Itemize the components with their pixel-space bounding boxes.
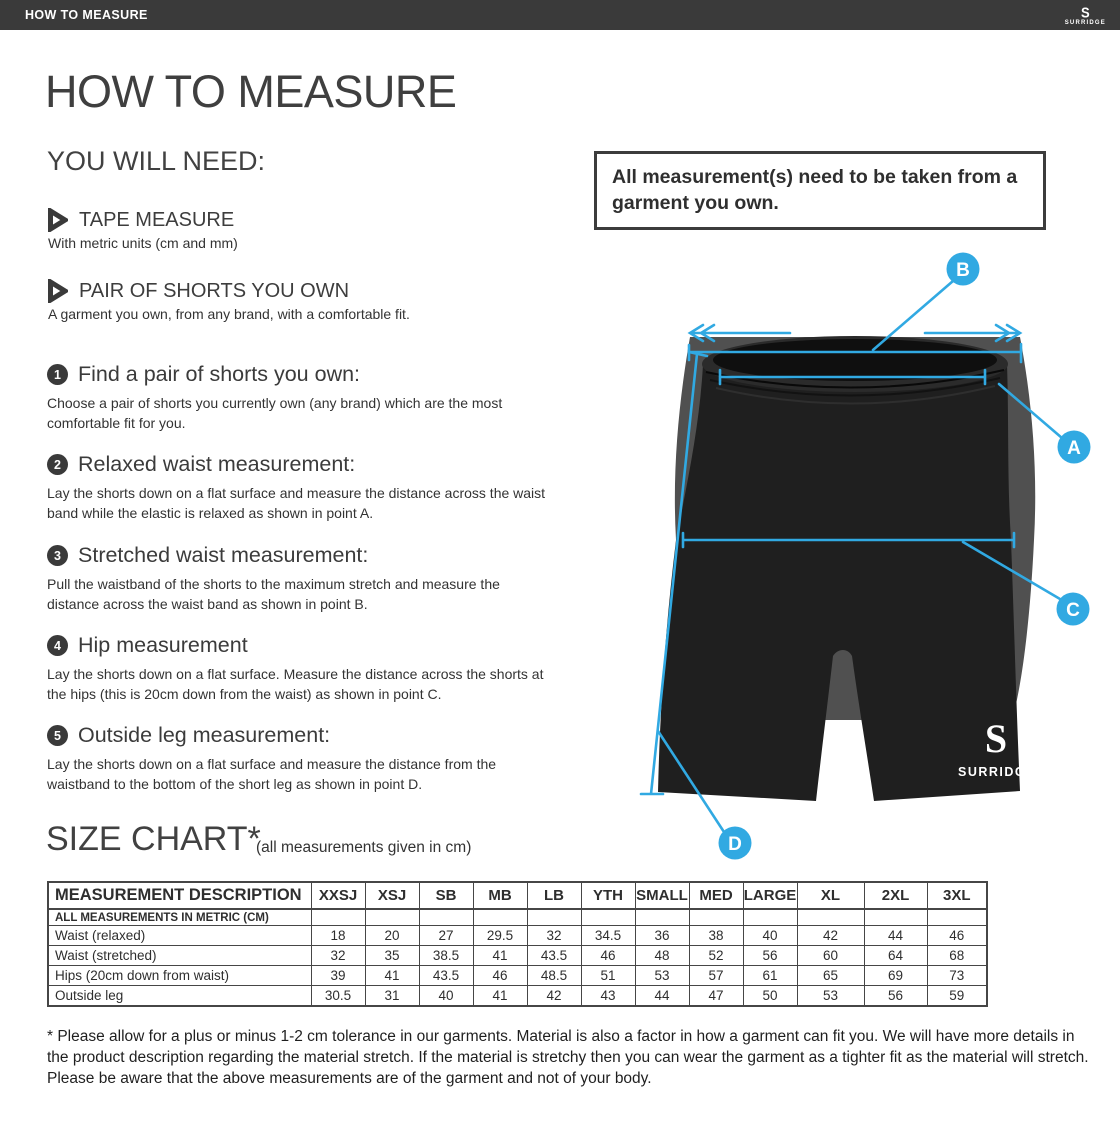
size-chart-value-cell: 18 [311, 926, 365, 946]
size-chart-note: (all measurements given in cm) [256, 839, 472, 856]
need-item-title-row [47, 279, 567, 303]
size-chart-header-size: 3XL [927, 882, 987, 909]
need-item-title: TAPE MEASURE [79, 208, 235, 231]
size-chart-header-size: 2XL [864, 882, 927, 909]
size-chart-value-cell: 73 [927, 966, 987, 986]
size-chart-metric-label: ALL MEASUREMENTS IN METRIC (CM) [48, 909, 311, 926]
size-chart-empty-cell [635, 909, 689, 926]
size-chart-value-cell: 41 [473, 986, 527, 1007]
size-chart-value-cell: 42 [797, 926, 864, 946]
top-bar [0, 0, 1120, 30]
step-number-badge: 1 [47, 364, 68, 385]
step-number-badge: 3 [47, 545, 68, 566]
size-chart-data-row [48, 986, 987, 1007]
triangle-bullet-icon [47, 279, 68, 303]
size-chart-value-cell: 53 [635, 966, 689, 986]
size-chart-value-cell: 57 [689, 966, 743, 986]
size-chart-header-size: LB [527, 882, 581, 909]
size-chart-data-row [48, 966, 987, 986]
size-chart-empty-cell [473, 909, 527, 926]
size-chart-data-row [48, 926, 987, 946]
size-chart-value-cell: 20 [365, 926, 419, 946]
step-5 [47, 723, 552, 795]
size-chart-header-size: SB [419, 882, 473, 909]
step-2 [47, 452, 552, 524]
size-chart-row-label: Waist (relaxed) [48, 926, 311, 946]
step-heading [47, 543, 552, 568]
step-heading [47, 723, 552, 748]
size-chart-value-cell: 46 [927, 926, 987, 946]
size-chart-value-cell: 56 [864, 986, 927, 1007]
size-chart-table [47, 881, 988, 1007]
step-3 [47, 543, 552, 615]
garment-logo-monogram: S [984, 716, 1008, 761]
size-chart-value-cell: 65 [797, 966, 864, 986]
size-chart-header-size: LARGE [743, 882, 797, 909]
size-chart-header-size: SMALL [635, 882, 689, 909]
size-chart-data-row [48, 946, 987, 966]
size-chart-empty-cell [365, 909, 419, 926]
brand-monogram-icon: S [1081, 3, 1090, 21]
size-chart-empty-cell [527, 909, 581, 926]
size-chart-value-cell: 42 [527, 986, 581, 1007]
step-title: Relaxed waist measurement: [78, 452, 356, 476]
size-chart-value-cell: 38 [689, 926, 743, 946]
size-chart-value-cell: 31 [365, 986, 419, 1007]
point-label-c: C [1066, 600, 1080, 621]
step-heading [47, 362, 552, 387]
size-chart-value-cell: 29.5 [473, 926, 527, 946]
size-chart-header-size: XXSJ [311, 882, 365, 909]
size-chart-value-cell: 52 [689, 946, 743, 966]
size-chart-value-cell: 43 [581, 986, 635, 1007]
size-chart-value-cell: 60 [797, 946, 864, 966]
size-chart-value-cell: 39 [311, 966, 365, 986]
size-chart-value-cell: 56 [743, 946, 797, 966]
size-chart-header-size: MED [689, 882, 743, 909]
step-title: Outside leg measurement: [78, 723, 331, 747]
size-chart-value-cell: 69 [864, 966, 927, 986]
step-description: Lay the shorts down on a flat surface. Measure the distance across the shorts at the hips (this is 20cm down from the waist) as shown in point C. [47, 666, 544, 703]
size-chart-value-cell: 40 [743, 926, 797, 946]
garment-logo-wordmark: SURRIDGE [958, 765, 1036, 779]
step-4 [47, 633, 552, 705]
size-chart-empty-cell [927, 909, 987, 926]
size-chart-header-row [48, 882, 987, 909]
size-chart-value-cell: 51 [581, 966, 635, 986]
size-chart-value-cell: 53 [797, 986, 864, 1007]
size-chart-value-cell: 32 [527, 926, 581, 946]
size-chart-empty-cell [797, 909, 864, 926]
point-label-d: D [728, 834, 742, 855]
size-chart-value-cell: 43.5 [419, 966, 473, 986]
size-chart-value-cell: 50 [743, 986, 797, 1007]
size-chart-empty-cell [311, 909, 365, 926]
size-chart-value-cell: 48 [635, 946, 689, 966]
step-number-badge: 5 [47, 725, 68, 746]
you-will-need-heading: YOU WILL NEED: [47, 146, 266, 176]
size-chart-value-cell: 46 [473, 966, 527, 986]
size-chart-value-cell: 61 [743, 966, 797, 986]
size-chart-empty-cell [419, 909, 473, 926]
step-title: Hip measurement [78, 633, 248, 657]
disclaimer-text: * Please allow for a plus or minus 1-2 cm tolerance in our garments. Material is also a factor in how a garment can fit you. We will have more details in the product description regarding the material stretch. If the material is stretchy then you can wear the garment as a tighter fit as the material will stretch. Please be aware that the above measurements are of the garment and not of your body. [47, 1028, 1089, 1087]
size-chart-value-cell: 44 [864, 926, 927, 946]
size-chart-value-cell: 44 [635, 986, 689, 1007]
size-chart-value-cell: 38.5 [419, 946, 473, 966]
step-number-badge: 2 [47, 454, 68, 475]
size-chart-value-cell: 32 [311, 946, 365, 966]
size-chart-value-cell: 46 [581, 946, 635, 966]
brand-logo [1064, 3, 1106, 26]
size-chart-header-description: MEASUREMENT DESCRIPTION [48, 882, 311, 909]
size-chart-value-cell: 35 [365, 946, 419, 966]
step-title: Stretched waist measurement: [78, 543, 369, 567]
size-chart-value-cell: 68 [927, 946, 987, 966]
step-description: Choose a pair of shorts you currently own (any brand) which are the most comfortable fit for you. [47, 395, 503, 432]
shorts-front-body [658, 364, 1020, 801]
brand-wordmark: SURRIDGE [1064, 19, 1106, 26]
need-item-shorts [47, 279, 567, 322]
point-label-b: B [956, 260, 970, 281]
need-item-description: A garment you own, from any brand, with a comfortable fit. [48, 306, 410, 322]
size-chart-row-label: Outside leg [48, 986, 311, 1007]
size-chart-header-size: XL [797, 882, 864, 909]
size-chart-heading: SIZE CHART* [46, 820, 261, 858]
triangle-bullet-icon [47, 208, 68, 232]
size-chart-value-cell: 27 [419, 926, 473, 946]
size-chart-header-size: MB [473, 882, 527, 909]
step-number-badge: 4 [47, 635, 68, 656]
callout-text: All measurement(s) need to be taken from a garment you own. [612, 166, 1018, 215]
step-description: Lay the shorts down on a flat surface and measure the distance from the waistband to the bottom of the short leg as shown in point D. [47, 756, 497, 793]
size-chart-value-cell: 36 [635, 926, 689, 946]
size-chart-empty-cell [581, 909, 635, 926]
step-description: Pull the waistband of the shorts to the maximum stretch and measure the distance across the waist band as shown in point B. [47, 576, 500, 613]
step-title: Find a pair of shorts you own: [78, 362, 361, 386]
top-bar-title: HOW TO MEASURE [25, 8, 148, 22]
shorts-waist-opening [713, 339, 997, 381]
size-chart-row-label: Waist (stretched) [48, 946, 311, 966]
size-chart-value-cell: 47 [689, 986, 743, 1007]
size-chart-value-cell: 43.5 [527, 946, 581, 966]
step-heading [47, 452, 552, 477]
size-chart-empty-cell [743, 909, 797, 926]
size-chart-metric-row [48, 909, 987, 926]
point-label-a: A [1067, 438, 1081, 459]
step-description: Lay the shorts down on a flat surface and measure the distance across the waist band while the elastic is relaxed as shown in point A. [47, 485, 546, 522]
size-chart-value-cell: 40 [419, 986, 473, 1007]
callout-box [594, 151, 1046, 230]
size-chart-header-size: XSJ [365, 882, 419, 909]
size-chart-row-label: Hips (20cm down from waist) [48, 966, 311, 986]
size-chart-value-cell: 30.5 [311, 986, 365, 1007]
step-heading [47, 633, 552, 658]
shorts-measurement-diagram [620, 240, 1120, 885]
size-chart-header-size: YTH [581, 882, 635, 909]
size-chart-value-cell: 48.5 [527, 966, 581, 986]
size-chart-value-cell: 34.5 [581, 926, 635, 946]
size-chart-value-cell: 41 [473, 946, 527, 966]
size-chart-value-cell: 59 [927, 986, 987, 1007]
page-title: HOW TO MEASURE [45, 66, 457, 117]
need-item-description: With metric units (cm and mm) [48, 235, 238, 251]
need-item-title: PAIR OF SHORTS YOU OWN [79, 279, 350, 302]
size-chart-empty-cell [689, 909, 743, 926]
need-item-title-row [47, 208, 567, 232]
size-chart-value-cell: 64 [864, 946, 927, 966]
size-chart-empty-cell [864, 909, 927, 926]
need-item-tape-measure [47, 208, 567, 251]
size-chart-value-cell: 41 [365, 966, 419, 986]
step-1 [47, 362, 552, 434]
